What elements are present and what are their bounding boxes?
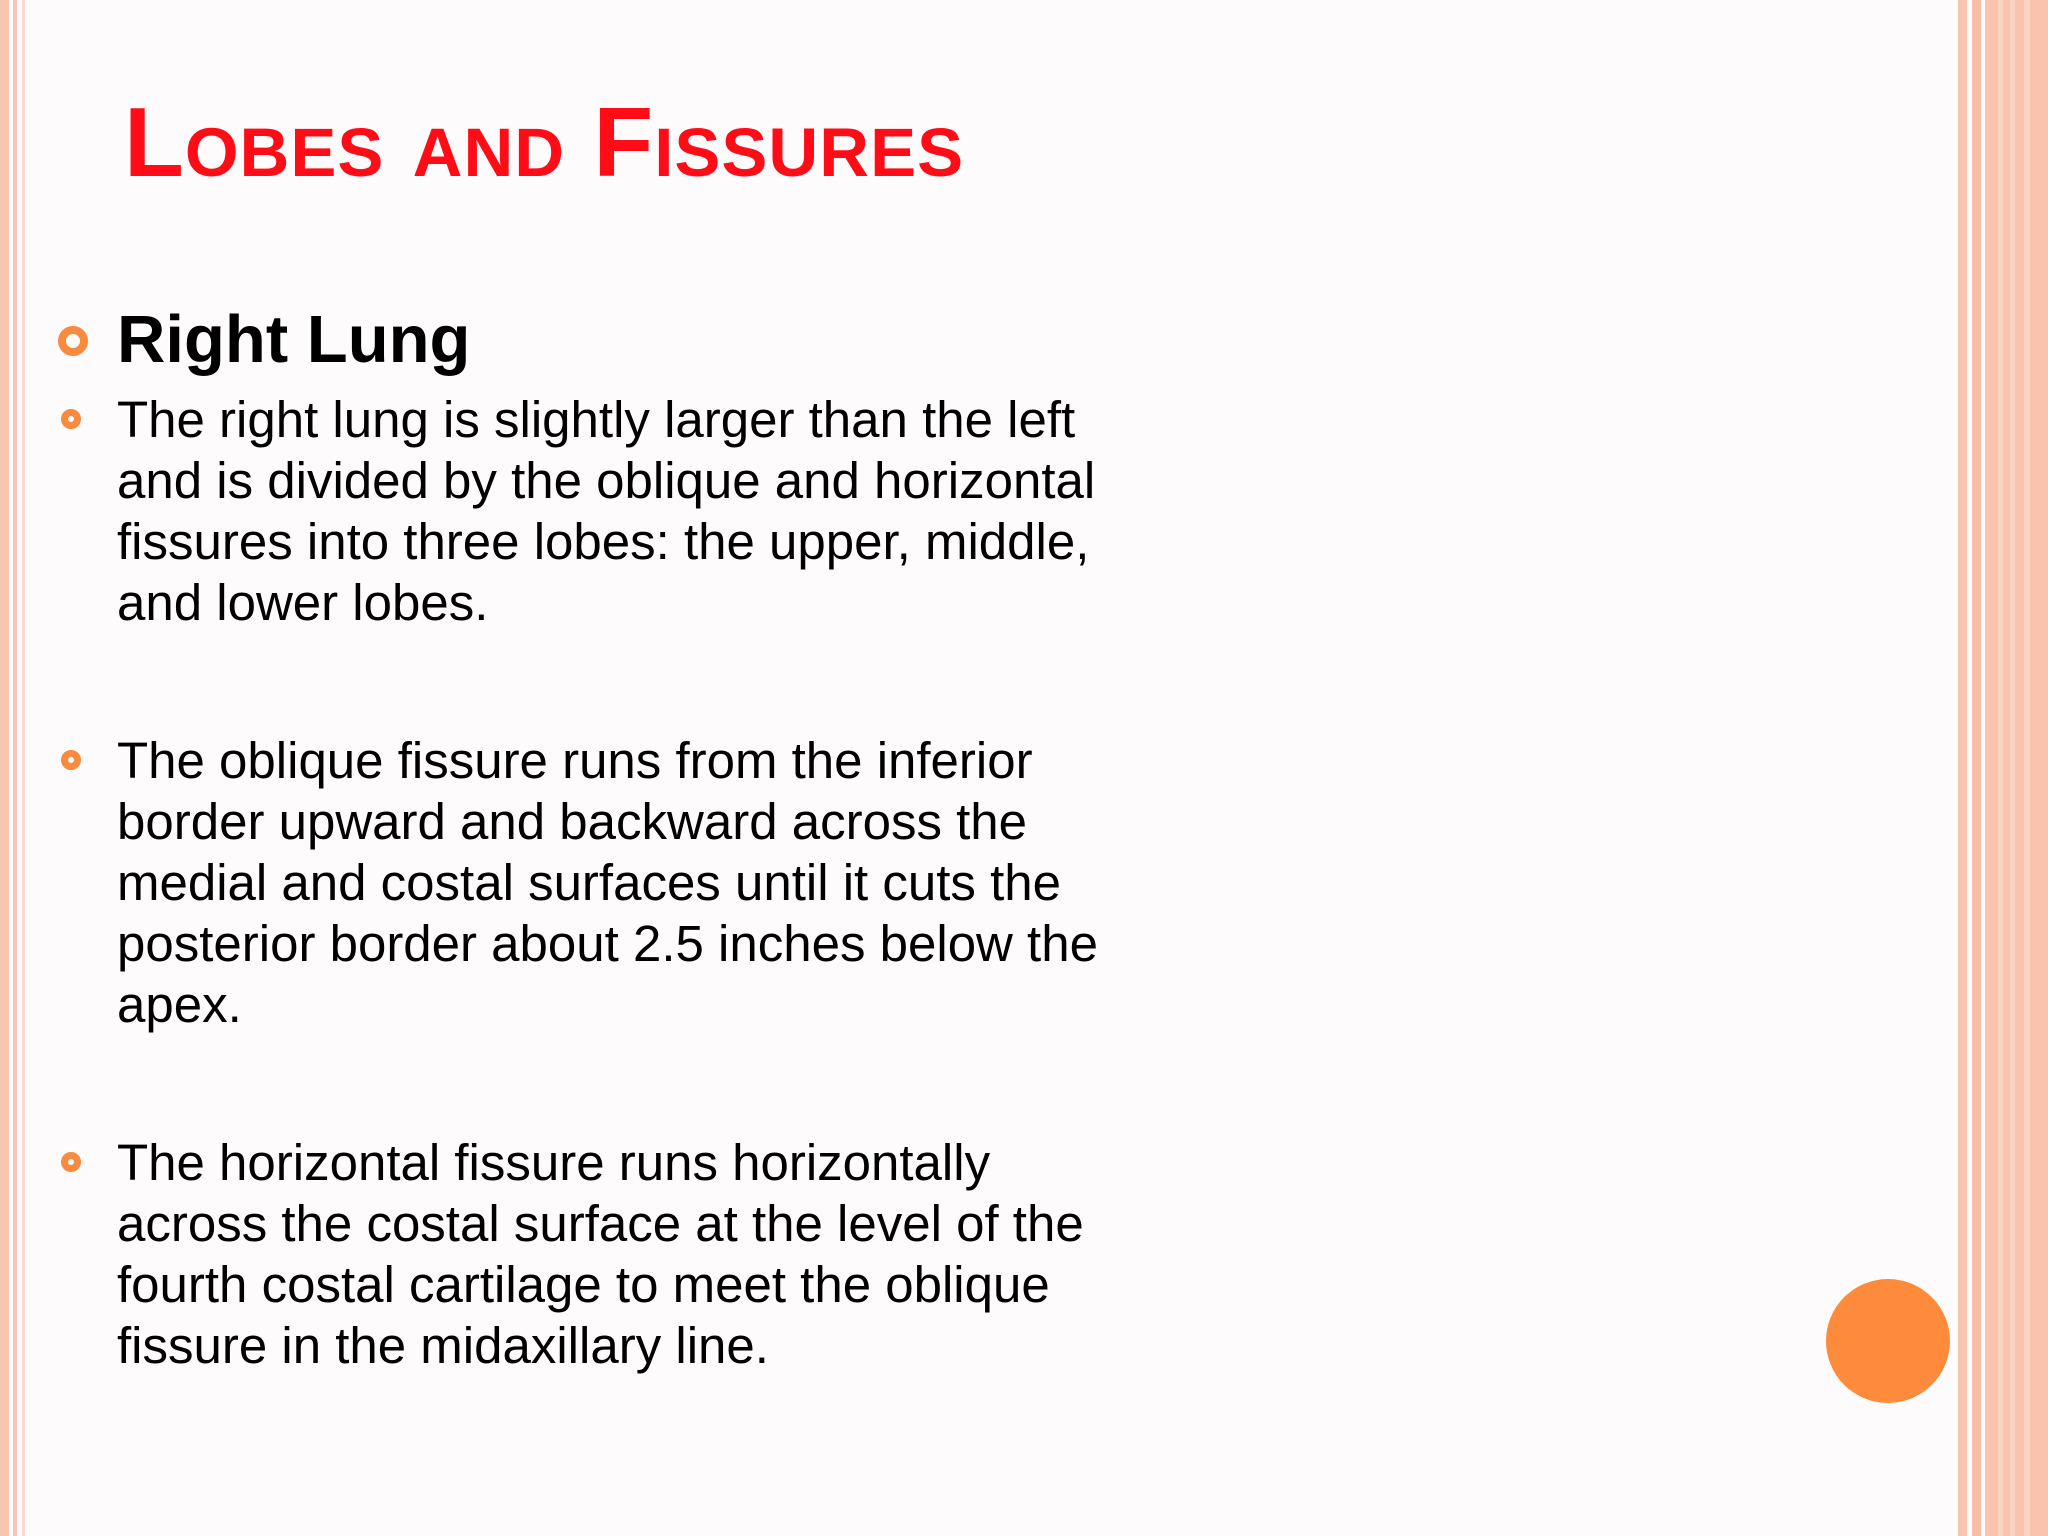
bullet-ring-icon: [61, 409, 81, 429]
left-border-stripe: [13, 0, 17, 1536]
right-border-stripe: [2024, 0, 2030, 1536]
bullet-list: [56, 300, 1136, 1376]
bullet-item: [56, 1132, 1136, 1376]
bullet-item-heading: [56, 300, 1136, 380]
right-border-stripe: [1958, 0, 1967, 1536]
bullet-ring-icon: [58, 326, 88, 356]
right-border-stripe: [1972, 0, 1981, 1536]
right-border-band: [1985, 0, 2048, 1536]
right-border-stripe: [1998, 0, 2003, 1536]
left-border-stripe: [22, 0, 25, 1536]
left-border-stripe: [0, 0, 9, 1536]
bullet-text: The oblique fissure runs from the inferior border upward and backward across the medial and costal surfaces until it cuts the posterior border about 2.5 inches below the apex.: [117, 732, 1098, 1033]
bullet-item: [56, 389, 1136, 633]
bullet-ring-icon: [61, 750, 81, 770]
right-border-stripe: [2010, 0, 2015, 1536]
decorative-circle: [1826, 1279, 1950, 1403]
bullet-ring-icon: [61, 1152, 81, 1172]
bullet-text: The horizontal fissure runs horizontally across the costal surface at the level of the fourth costal cartilage to meet the oblique fissure in the midaxillary line.: [117, 1134, 1084, 1374]
bullet-item: [56, 730, 1136, 1035]
bullet-text: The right lung is slightly larger than the left and is divided by the oblique and horizontal fissures into three lobes: the upper, middle, and lower lobes.: [117, 391, 1096, 631]
slide-title: Lobes and Fissures: [124, 87, 965, 197]
bullet-text: Right Lung: [117, 302, 471, 377]
